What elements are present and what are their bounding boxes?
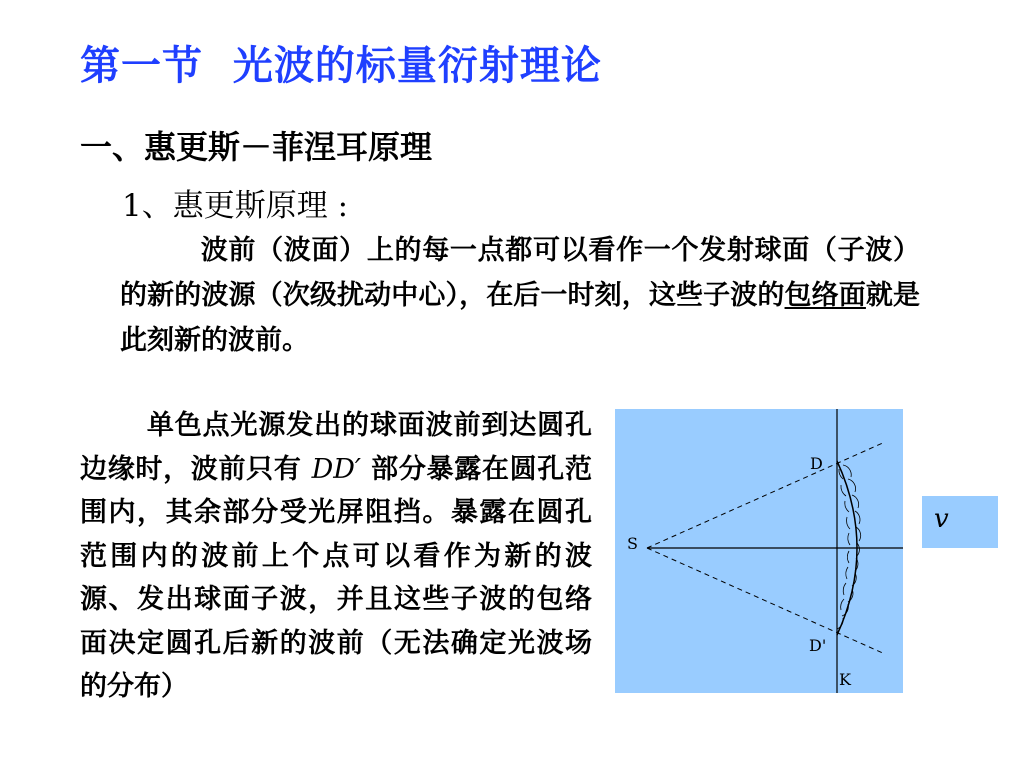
paragraph1-underlined-term: 包络面: [784, 280, 866, 311]
section-heading: 一、惠更斯－菲涅耳原理: [80, 128, 433, 166]
label-d: D: [810, 454, 823, 473]
paragraph-aperture-explanation: [80, 404, 592, 709]
paragraph2-text-after: 部分暴露在圆孔范围内，其余部分受光屏阻挡。暴露在圆孔范围内的波前上个点可以看作为新的波源、发出球面子波，并且这些子波的包络面决定圆孔后新的波前（无法确定光波场的分布）: [80, 453, 592, 702]
velocity-label-box: [922, 496, 998, 548]
label-d-prime: D': [809, 636, 827, 655]
paragraph2-symbol-dd: DD′: [311, 453, 362, 485]
velocity-label: v: [934, 504, 949, 534]
slide-title: 第一节 光波的标量衍射理论: [80, 43, 602, 89]
paragraph2-text-before: 单色点光源发出的球面波前到达圆孔边缘时，波前只有: [80, 410, 592, 485]
label-k: K: [839, 670, 851, 689]
paragraph1-text-after: 就是此刻新的波前。: [120, 280, 921, 356]
huygens-diagram-svg: [615, 409, 903, 693]
subheading: 1、惠更斯原理 :: [122, 188, 349, 224]
paragraph-huygens-principle: [120, 228, 920, 363]
huygens-diagram: [615, 409, 903, 693]
label-s: S: [627, 534, 638, 553]
paragraph1-text-before: 波前（波面）上的每一点都可以看作一个发射球面（子波）的新的波源（次级扰动中心），在后一时刻，这些子波的: [120, 235, 920, 311]
